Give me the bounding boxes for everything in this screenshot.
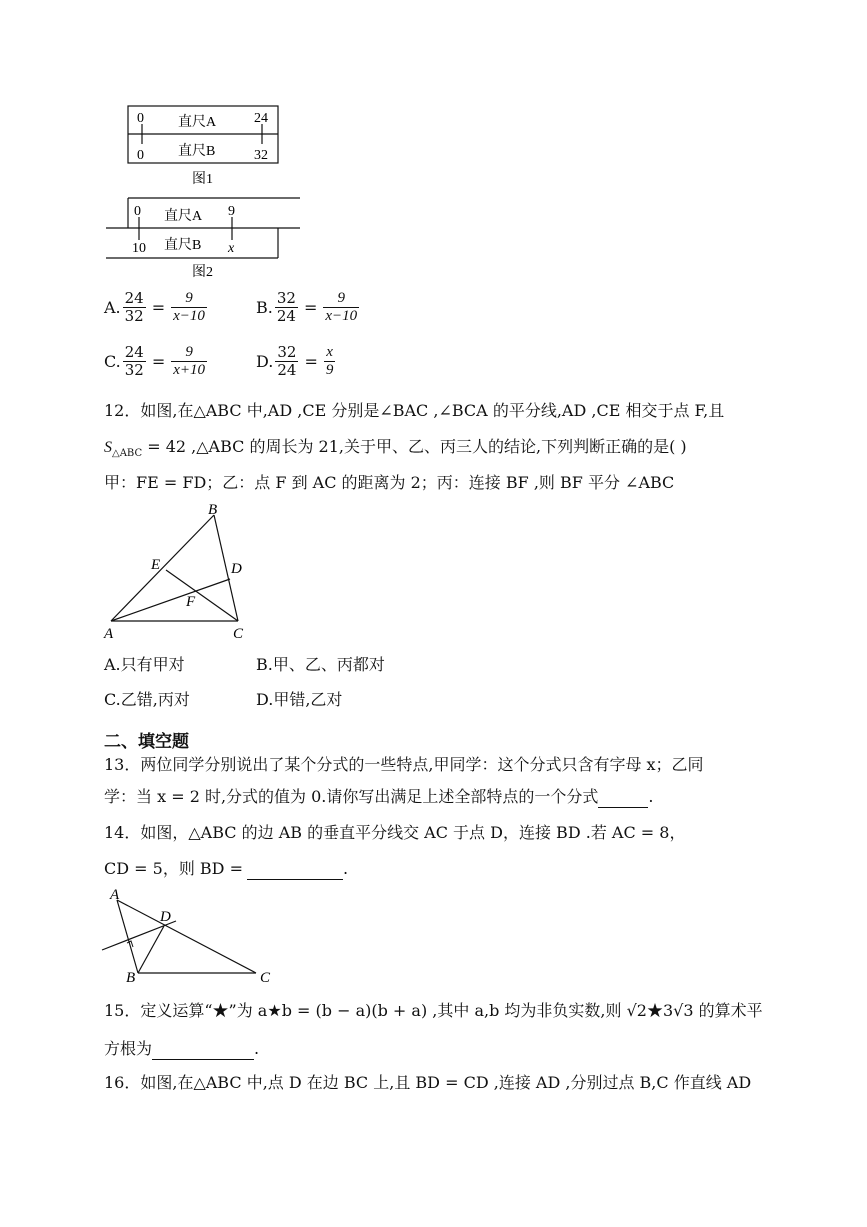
q13-line-1: 13．两位同学分别说出了某个分式的一些特点,甲同学：这个分式只含有字母 x；乙同: [104, 755, 704, 774]
q12-option-d[interactable]: D.甲错,乙对: [256, 690, 343, 709]
fig1-ruler-a: 直尺A: [178, 115, 217, 130]
answer-blank[interactable]: [598, 789, 648, 808]
q11-option-c[interactable]: C. $\frac{24}{32}$ = $\frac{9}{x+10}$: [104, 343, 206, 379]
q13-line-2: 学：当 x = 2 时,分式的值为 0.请你写出满足上述全部特点的一个分式 .: [104, 787, 654, 806]
label-C: C: [233, 626, 244, 642]
q14-triangle-figure: [100, 885, 285, 990]
q12-triangle-figure: [100, 500, 260, 645]
q12-line-2: $S_{\triangle ABC} = 42$ ,△ABC 的周长为 21,关于甲、乙、丙三人的结论,下列判断正确的是( ): [104, 437, 687, 460]
label-B: B: [208, 502, 218, 518]
answer-blank[interactable]: [152, 1041, 254, 1060]
label-B: B: [126, 970, 136, 986]
fig2-b-mark: 10: [132, 241, 146, 256]
fraction: $\frac{x}{9}$: [325, 344, 334, 378]
fig1-caption: 图1: [192, 172, 213, 187]
label-D: D: [160, 909, 171, 925]
fig1-a-zero: 0: [137, 111, 144, 126]
fig1-b-zero: 0: [137, 148, 144, 163]
section-title: 二、填空题: [104, 732, 189, 752]
q12-option-c[interactable]: C.乙错,丙对: [104, 690, 190, 709]
q16-line-1: 16．如图,在△ABC 中,点 D 在边 BC 上,且 BD = CD ,连接 AD ,分别过点 B,C 作直线 AD: [104, 1073, 752, 1092]
fraction: $\frac{9}{x-10}$: [325, 290, 358, 324]
fig1-a-end: 24: [254, 111, 268, 126]
fraction: $\frac{9}{x-10}$: [173, 290, 205, 324]
q12-line-3: 甲：FE = FD；乙：点 F 到 AC 的距离为 2；丙：连接 BF ,则 BF 平分 ∠ABC: [104, 473, 675, 492]
answer-blank[interactable]: [247, 861, 343, 880]
q15-line-2: 方根为 .: [104, 1039, 260, 1058]
q14-line-2: CD = 5，则 BD = .: [104, 859, 349, 878]
q14-line-1: 14．如图，△ABC 的边 AB 的垂直平分线交 AC 于点 D，连接 BD .若 AC = 8，: [104, 823, 686, 842]
option-label: C.: [104, 352, 121, 371]
q12-option-a[interactable]: A.只有甲对: [104, 655, 185, 674]
label-E: E: [151, 557, 161, 573]
q11-option-a[interactable]: A. $\frac{24}{32}$ = $\frac{9}{x-10}$: [104, 289, 205, 325]
label-A: A: [110, 887, 120, 903]
label-A: A: [104, 626, 114, 642]
fig2-a-zero: 0: [134, 204, 141, 219]
q15-line-1: 15．定义运算“★”为 a★b = (b − a)(b + a) ,其中 a,b 均为非负实数,则 √2★3√3 的算术平: [104, 1001, 763, 1020]
fraction: $\frac{32}{24}$: [277, 343, 297, 379]
q12-line-1: 12．如图,在△ABC 中,AD ,CE 分别是∠BAC ,∠BCA 的平分线,AD ,CE 相交于点 F,且: [104, 401, 725, 420]
q11-option-b[interactable]: B. $\frac{32}{24}$ = $\frac{9}{x-10}$: [256, 289, 358, 325]
option-label: D.: [256, 352, 274, 371]
label-F: F: [186, 594, 196, 610]
fig2-caption: 图2: [192, 265, 213, 280]
fig1-b-end: 32: [254, 148, 268, 163]
fig2-b-var: x: [228, 241, 235, 256]
option-label: A.: [104, 298, 121, 317]
fraction: $\frac{9}{x+10}$: [173, 344, 206, 378]
fraction: $\frac{24}{32}$: [124, 343, 144, 379]
fig2-ruler-a: 直尺A: [164, 209, 203, 224]
fig2-ruler-b: 直尺B: [164, 238, 202, 253]
q12-option-b[interactable]: B.甲、乙、丙都对: [256, 655, 385, 674]
fraction: $\frac{24}{32}$: [124, 289, 144, 325]
option-label: B.: [256, 298, 273, 317]
fraction: $\frac{32}{24}$: [276, 289, 296, 325]
q11-option-d[interactable]: D. $\frac{32}{24}$ = $\frac{x}{9}$: [256, 343, 334, 379]
figure-1-rulers: [120, 100, 290, 190]
label-C: C: [260, 970, 271, 986]
label-D: D: [231, 561, 242, 577]
figure-2-rulers: [100, 190, 310, 282]
fig1-ruler-b: 直尺B: [178, 144, 216, 159]
fig2-a-mark: 9: [228, 204, 235, 219]
